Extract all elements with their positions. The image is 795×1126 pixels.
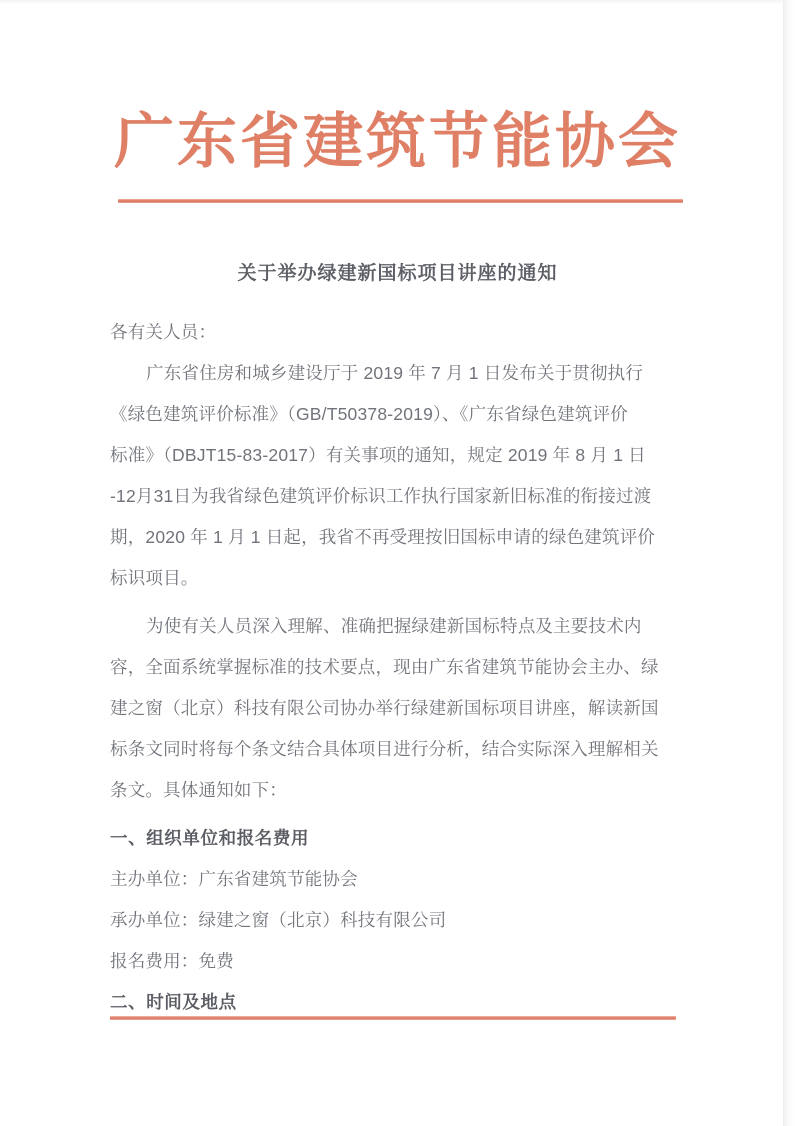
paragraph-line: 标准》（DBJT15-83-2017）有关事项的通知，规定 2019 年 8 月 1 日: [110, 445, 646, 465]
section-1-heading: 一、组织单位和报名费用: [110, 828, 310, 848]
section-2-heading: 二、时间及地点: [110, 992, 237, 1012]
paragraph-line: 建之窗（北京）科技有限公司协办举行绿建新国标项目讲座，解读新国: [110, 698, 659, 718]
salutation: 各有关人员：: [110, 322, 217, 342]
paragraph-line: 期，2020 年 1 月 1 日起，我省不再受理按旧国标申请的绿色建筑评价: [110, 527, 656, 547]
letterhead-organization-name: 广东省建筑节能协会: [114, 107, 681, 177]
page-top-edge: [0, 0, 795, 4]
paragraph-1: [110, 353, 680, 599]
paragraph-line: 容，全面系统掌握标准的技术要点，现由广东省建筑节能协会主办、绿: [110, 657, 659, 677]
letterhead-divider-rule: [118, 199, 683, 203]
paragraph-line: 条文。具体通知如下：: [110, 780, 287, 800]
paragraph-line: 为使有关人员深入理解、准确把握绿建新国标特点及主要技术内: [146, 616, 642, 636]
section-1-line: 报名费用：免费: [110, 951, 234, 971]
section-gap: [110, 811, 680, 818]
section-1-line: 承办单位：绿建之窗（北京）科技有限公司: [110, 910, 447, 930]
paragraph-gap: [110, 599, 680, 606]
document-body: [110, 312, 680, 1023]
section-1: [110, 818, 680, 982]
section-1-line: 主办单位：广东省建筑节能协会: [110, 869, 358, 889]
paragraph-line: 标识项目。: [110, 568, 199, 588]
paragraph-line: 广东省住房和城乡建设厅于 2019 年 7 月 1 日发布关于贯彻执行: [146, 363, 644, 383]
letterhead: [0, 107, 795, 177]
paragraph-2: [110, 606, 680, 811]
paragraph-line: 《绿色建筑评价标准》（GB/T50378-2019）、《广东省绿色建筑评价: [110, 404, 628, 424]
footer-divider-rule: [110, 1016, 676, 1020]
paragraph-line: -12月31日为我省绿色建筑评价标识工作执行国家新旧标准的衔接过渡: [110, 486, 652, 506]
document-title: 关于举办绿建新国标项目讲座的通知: [237, 263, 558, 284]
paragraph-line: 标条文同时将每个条文结合具体项目进行分析，结合实际深入理解相关: [110, 739, 659, 759]
